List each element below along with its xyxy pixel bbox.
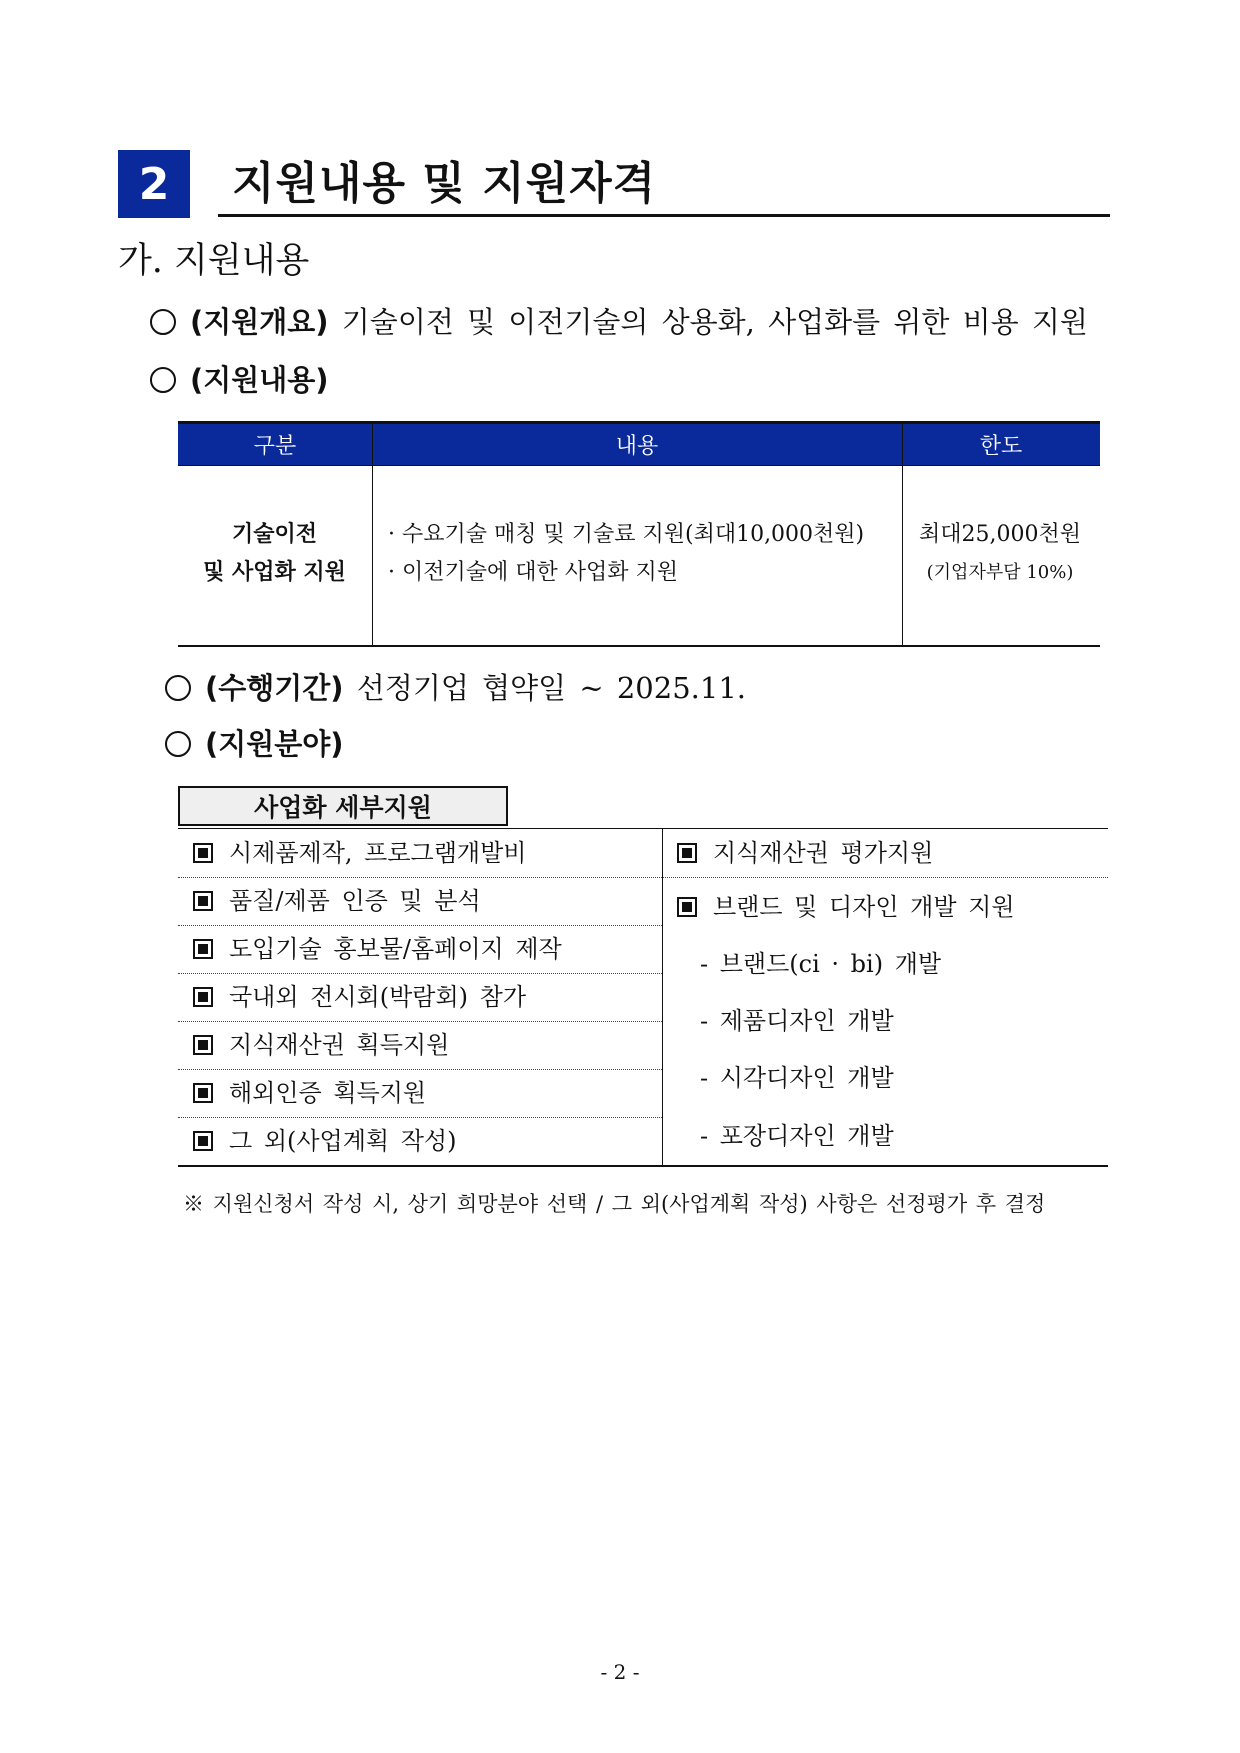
support-table-header-rule [178, 465, 1100, 466]
checkbox-square-icon [193, 891, 213, 911]
row-separator [178, 1069, 662, 1070]
content-item: · 이전기술에 대한 사업화 지원 [388, 560, 678, 585]
list-item: 도입기술 홍보물/홈페이지 제작 [193, 934, 562, 964]
period-label: (수행기간) [205, 671, 344, 705]
section-title-rule [218, 214, 1110, 217]
field-heading-line [165, 722, 344, 766]
limit-note: (기업자부담 10%) [926, 562, 1074, 583]
support-limit [900, 516, 1100, 592]
header-content: 내용 [615, 434, 659, 459]
circle-bullet-icon [150, 309, 176, 335]
checkbox-square-icon [193, 1035, 213, 1055]
header-divider [902, 424, 903, 465]
commercialization-tab: 사업화 세부지원 [178, 786, 508, 826]
row-separator [178, 877, 662, 878]
header-limit: 한도 [979, 434, 1023, 459]
content-heading-label: (지원내용) [190, 363, 329, 397]
subsection-title: 가. 지원내용 [118, 241, 310, 281]
header-divider [372, 424, 373, 465]
checkbox-square-icon [193, 987, 213, 1007]
row-separator [178, 1021, 662, 1022]
overview-label: (지원개요) [190, 305, 329, 339]
circle-bullet-icon [165, 675, 191, 701]
list-item: 해외인증 획득지원 [193, 1078, 426, 1108]
commercialization-bottom-rule [178, 1165, 1108, 1167]
sub-list-item: - 포장디자인 개발 [700, 1122, 894, 1150]
commercialization-divider [662, 828, 663, 1165]
row-separator [178, 925, 662, 926]
row-separator [178, 1117, 662, 1118]
footnote: ※ 지원신청서 작성 시, 상기 희망분야 선택 / 그 외(사업계획 작성) 사항은 선정평가 후 결정 [183, 1192, 1046, 1216]
checkbox-square-icon [677, 897, 697, 917]
field-heading-label: (지원분야) [205, 727, 344, 761]
support-table-bottom-rule [178, 645, 1100, 647]
page-number: - 2 - [600, 1660, 640, 1684]
category-line1: 기술이전 [231, 522, 317, 547]
support-content [388, 516, 864, 592]
list-item: 시제품제작, 프로그램개발비 [193, 838, 526, 868]
list-item: 지식재산권 평가지원 [677, 838, 933, 868]
sub-list-item: - 브랜드(ci · bi) 개발 [700, 950, 942, 978]
list-item: 국내외 전시회(박람회) 참가 [193, 982, 526, 1012]
support-category [178, 516, 371, 592]
support-table-header [178, 421, 1100, 465]
content-heading-line [150, 358, 329, 402]
list-item: 지식재산권 획득지원 [193, 1030, 449, 1060]
row-separator [663, 877, 1108, 878]
content-item: · 수요기술 매칭 및 기술료 지원(최대10,000천원) [388, 522, 865, 547]
section-title: 지원내용 및 지원자격 [232, 158, 657, 209]
checkbox-square-icon [193, 843, 213, 863]
header-category: 구분 [253, 434, 297, 459]
list-item: 품질/제품 인증 및 분석 [193, 886, 481, 916]
sub-list-item: - 제품디자인 개발 [700, 1007, 894, 1035]
section-number: 2 [118, 150, 190, 218]
checkbox-square-icon [193, 1131, 213, 1151]
checkbox-square-icon [193, 939, 213, 959]
circle-bullet-icon [165, 731, 191, 757]
sub-list-item: - 시각디자인 개발 [700, 1064, 894, 1092]
commercialization-top-rule [178, 828, 1108, 829]
overview-line [150, 300, 1088, 344]
category-line2: 및 사업화 지원 [203, 560, 346, 585]
checkbox-square-icon [677, 843, 697, 863]
row-separator [178, 973, 662, 974]
support-table-divider [372, 465, 373, 645]
list-item: 그 외(사업계획 작성) [193, 1126, 456, 1156]
period-text: 선정기업 협약일 ~ 2025.11. [356, 671, 746, 705]
overview-text: 기술이전 및 이전기술의 상용화, 사업화를 위한 비용 지원 [341, 305, 1088, 339]
limit-amount: 최대25,000천원 [919, 522, 1081, 547]
circle-bullet-icon [150, 367, 176, 393]
list-item: 브랜드 및 디자인 개발 지원 [677, 892, 1015, 922]
period-line [165, 666, 746, 710]
checkbox-square-icon [193, 1083, 213, 1103]
